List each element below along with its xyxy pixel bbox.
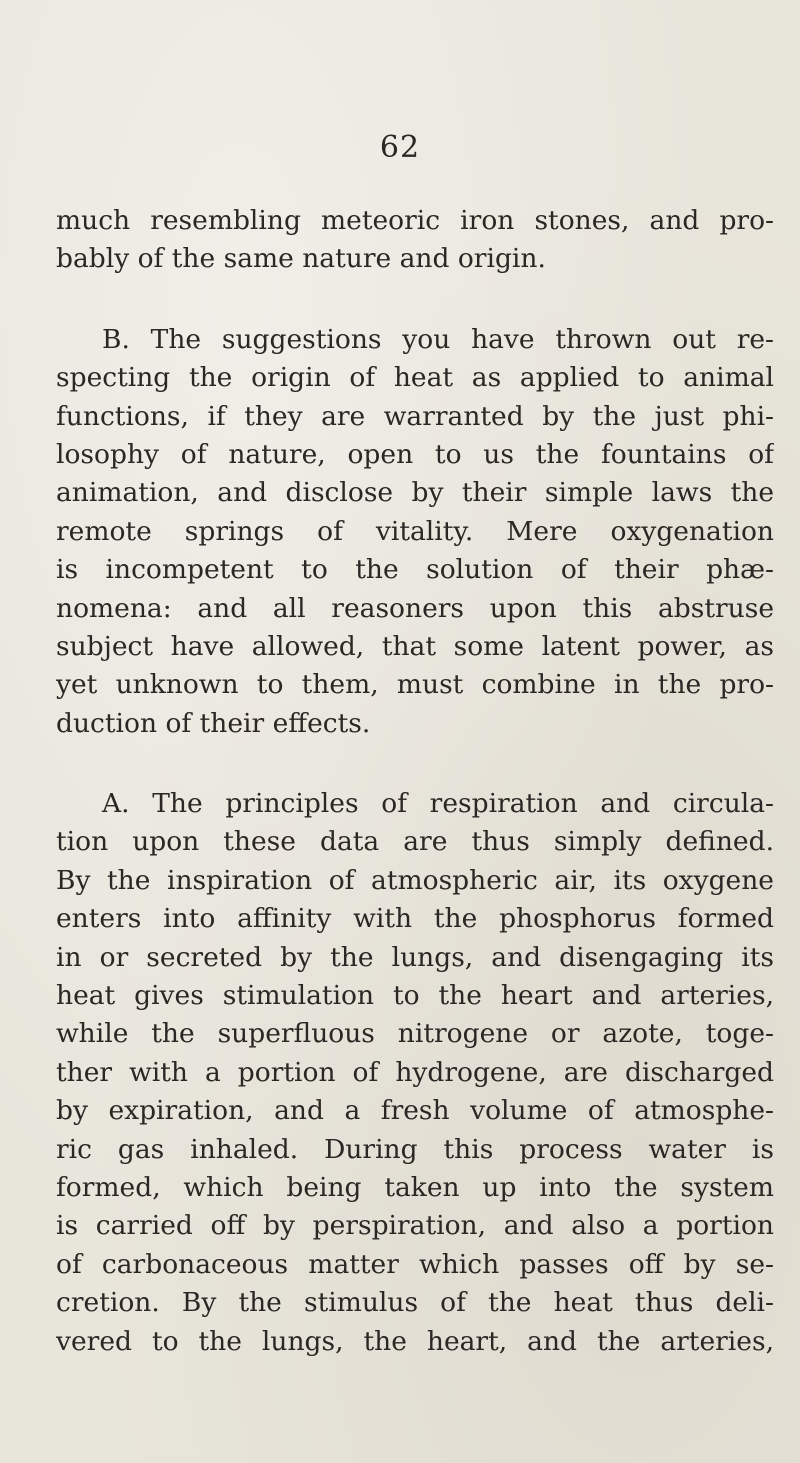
text-line: nomena: and all reasoners upon this abstruse xyxy=(56,592,774,624)
text-line: animation, and disclose by their simple laws the xyxy=(56,477,774,509)
text-line: while the superfluous nitrogene or azote, toge- xyxy=(56,1018,774,1050)
paragraph xyxy=(56,202,774,279)
paragraph xyxy=(56,321,774,743)
text-line: is carried off by perspiration, and also a portion xyxy=(56,1210,774,1242)
paragraph-gap xyxy=(56,279,774,321)
text-line: subject have allowed, that some latent power, as xyxy=(56,630,774,662)
text-line: ric gas inhaled. During this process water is xyxy=(56,1133,774,1165)
text-line: much resembling meteoric iron stones, and pro- xyxy=(56,205,774,236)
text-line: vered to the lungs, the heart, and the arteries, xyxy=(56,1325,774,1357)
body-text xyxy=(56,202,774,1361)
text-line: enters into affinity with the phosphorus formed xyxy=(56,903,774,935)
text-line: heat gives stimulation to the heart and arteries, xyxy=(56,980,774,1012)
text-line: in or secreted by the lungs, and disengaging its xyxy=(56,941,774,973)
text-line: is incompetent to the solution of their phæ- xyxy=(56,554,774,586)
text-line: tion upon these data are thus simply defined. xyxy=(56,826,774,858)
text-line: of carbonaceous matter which passes off by se- xyxy=(56,1248,774,1280)
text-line: remote springs of vitality. Mere oxygenation xyxy=(56,515,774,547)
page-number: 62 xyxy=(379,130,421,165)
text-line: losophy of nature, open to us the fountains of xyxy=(56,438,774,470)
text-line: cretion. By the stimulus of the heat thus deli- xyxy=(56,1287,774,1319)
paragraph xyxy=(56,785,774,1361)
text-line: bably of the same nature and origin. xyxy=(56,243,546,275)
text-line: By the inspiration of atmospheric air, its oxygene xyxy=(56,864,774,896)
text-line: functions, if they are warranted by the just phi- xyxy=(56,400,774,432)
text-line: yet unknown to them, must combine in the pro- xyxy=(56,669,774,701)
paragraph-gap xyxy=(56,743,774,785)
text-line: ther with a portion of hydrogene, are discharged xyxy=(56,1056,774,1088)
text-line: formed, which being taken up into the system xyxy=(56,1171,774,1203)
text-line: specting the origin of heat as applied to animal xyxy=(56,362,774,394)
text-line: by expiration, and a fresh volume of atmosphe- xyxy=(56,1095,774,1127)
text-line: B. The suggestions you have thrown out re- xyxy=(102,323,774,355)
text-line: A. The principles of respiration and circula- xyxy=(102,788,774,820)
text-line: duction of their effects. xyxy=(56,707,371,739)
